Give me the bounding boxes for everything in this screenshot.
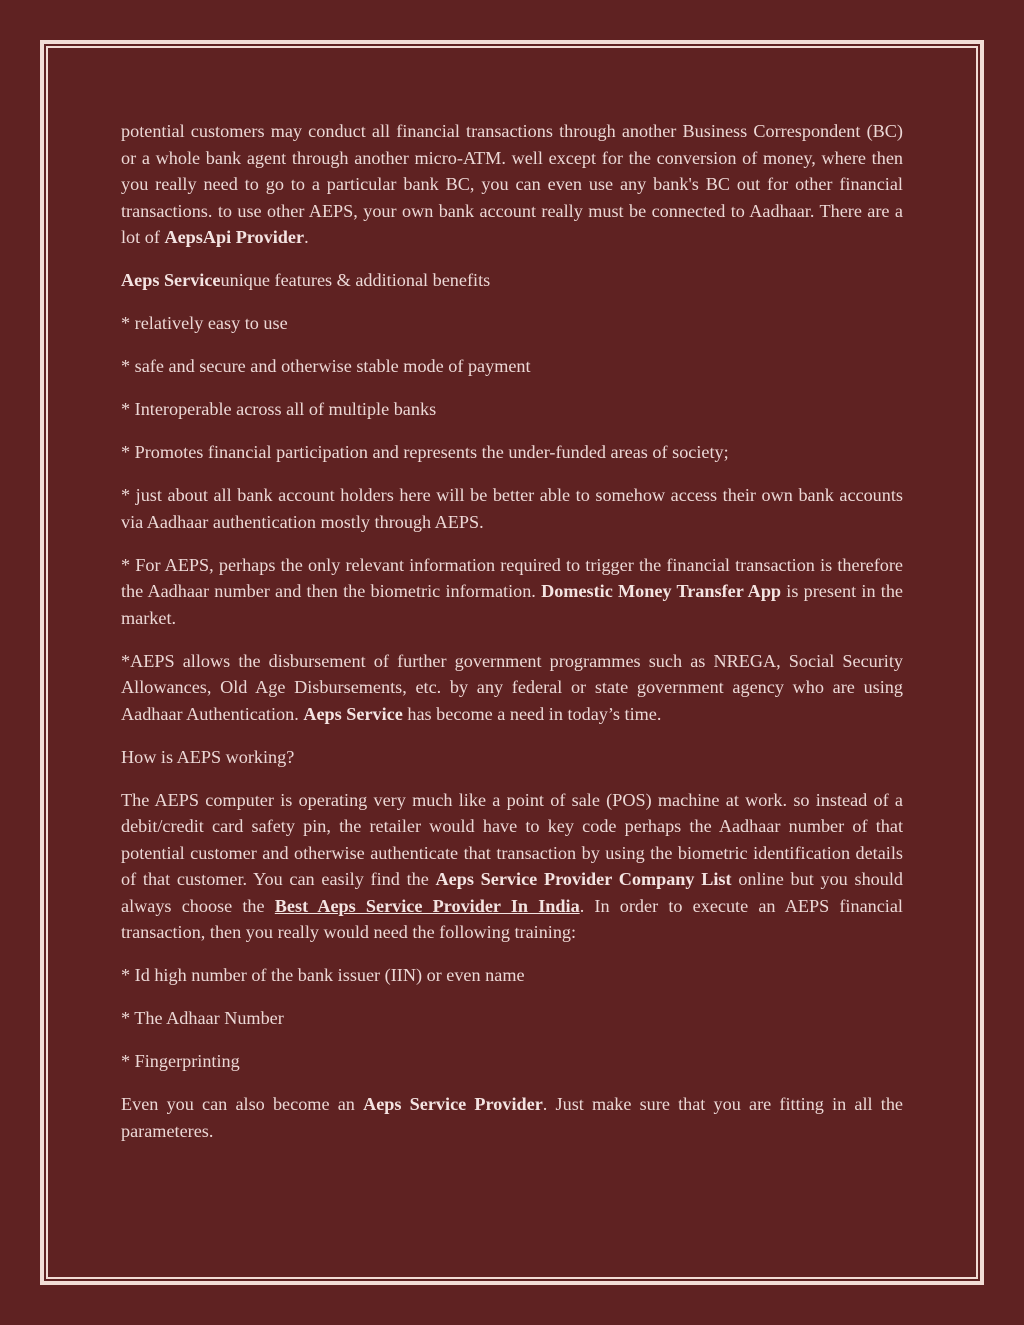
paragraph-intro — [121, 118, 903, 251]
provider-company-list-keyword: Aeps Service Provider Company List — [435, 869, 732, 889]
features-heading-text: unique features & additional benefits — [220, 270, 491, 290]
paragraph-closing — [121, 1091, 903, 1144]
list-item: * safe and secure and otherwise stable mode of payment — [121, 356, 531, 376]
paragraph-text: The AEPS computer is operating very much like a point of sale (POS) machine at work. so instead of a debit/credit card safety pin, the retailer would have to key code perhaps the Aadhaar number of that potential customer and otherwise authenticate that transaction by using the biometric identification details of that customer. You can easily find the — [121, 789, 903, 889]
paragraph-disbursement — [121, 648, 903, 728]
paragraph-aeps-info — [121, 552, 903, 632]
paragraph-text: Even you can also become an — [121, 1094, 364, 1114]
paragraph-text-mid: online but you should always choose the — [121, 869, 904, 916]
aeps-service-keyword: Aeps Service — [303, 703, 403, 724]
paragraph-text: *AEPS allows the disbursement of further government programmes such as NREGA, Social Security Allowances, Old Age Disbursements, etc. by any federal or state government agency who are using Aadhaar Authentication. — [121, 650, 903, 724]
best-aeps-provider-link[interactable]: Best Aeps Service Provider In India — [274, 895, 580, 916]
aeps-service-keyword: Aeps Service — [121, 270, 221, 290]
paragraph-how-it-works — [121, 787, 903, 946]
list-item: * Id high number of the bank issuer (IIN) or even name — [121, 965, 525, 985]
list-item: * Interoperable across all of multiple banks — [121, 399, 437, 419]
paragraph-text-end: . In order to execute an AEPS financial transaction, then you really would need the following training: — [121, 895, 903, 942]
list-item: * The Adhaar Number — [121, 1008, 284, 1028]
features-heading — [121, 267, 903, 294]
paragraph-text-end: . — [304, 227, 309, 247]
list-item: * just about all bank account holders here will be better able to somehow access their own bank accounts via Aadhaar authentication mostly through AEPS. — [121, 485, 903, 532]
list-item: * Fingerprinting — [121, 1051, 240, 1071]
aeps-service-provider-keyword: Aeps Service Provider — [363, 1094, 543, 1114]
paragraph-text-end: has become a need in today’s time. — [402, 703, 662, 724]
paragraph-text: * For AEPS, perhaps the only relevant information required to trigger the financial transaction is therefore the Aadhaar number and then the biometric information. — [121, 554, 903, 601]
list-item: * Promotes financial participation and represents the under-funded areas of society; — [121, 442, 729, 462]
domestic-money-transfer-keyword: Domestic Money Transfer App — [541, 581, 782, 601]
paragraph-text-end: is present in the market. — [121, 581, 903, 628]
document-body — [121, 118, 903, 1161]
list-item: * relatively easy to use — [121, 313, 288, 333]
paragraph-text: potential customers may conduct all financial transactions through another Business Correspondent (BC) or a whole bank agent through another micro-ATM. well except for the conversion of money, where then you really need to go to a particular bank BC, you can even use any bank's BC out for other financial transactions. to use other AEPS, your own bank account really must be connected to Aadhaar. There are a lot of — [121, 121, 903, 247]
aepsapi-provider-keyword: AepsApi Provider — [164, 227, 305, 247]
section-question: How is AEPS working? — [121, 746, 295, 767]
paragraph-text-end: . Just make sure that you are fitting in all the parameteres. — [121, 1094, 904, 1141]
